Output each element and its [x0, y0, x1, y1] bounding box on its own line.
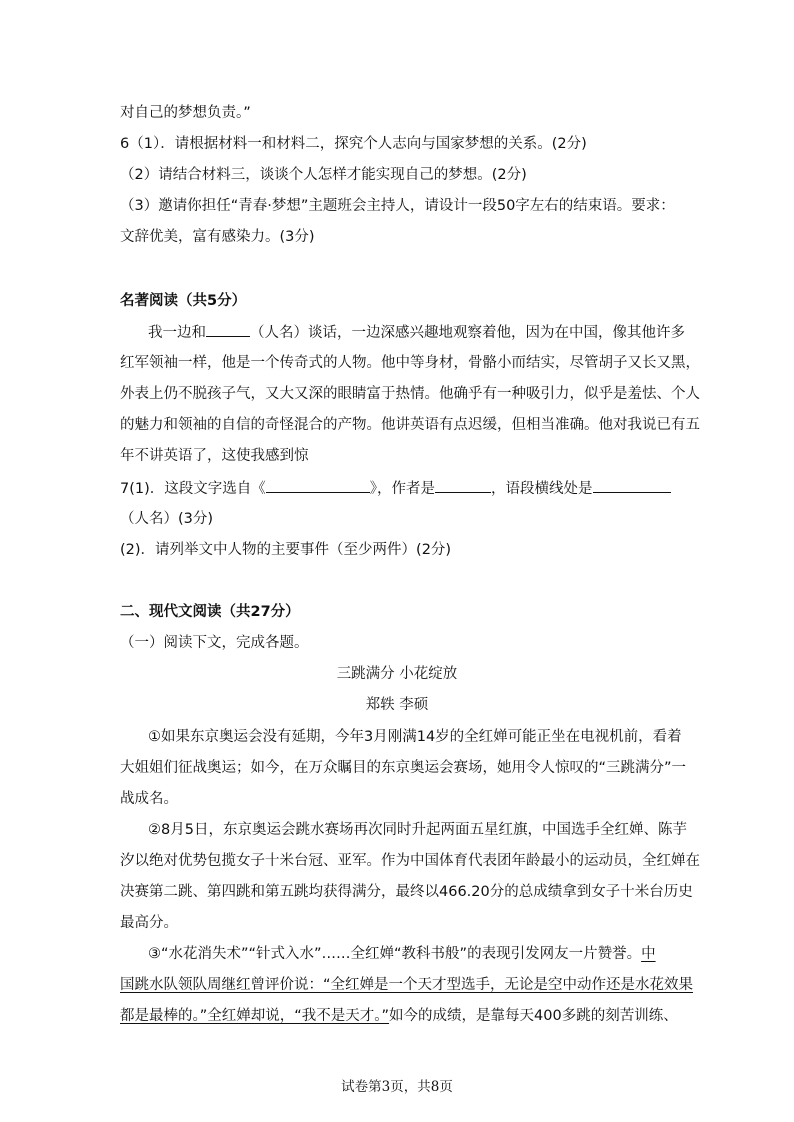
- answer-blank-author[interactable]: [435, 478, 491, 493]
- paragraph-3-line: [120, 1006, 678, 1026]
- page-footer: 试卷第3页，共8页: [341, 1079, 453, 1095]
- article-authors: 郑轶 李硕: [365, 697, 429, 713]
- answer-blank[interactable]: [206, 322, 250, 337]
- paragraph-2-line: 决赛第二跳、第四跳和第五跳均获得满分，最终以466.20分的总成绩拿到女子十米台历史: [120, 884, 693, 900]
- question-6-2: （2）请结合材料三，谈谈个人怎样才能实现自己的梦想。(2分): [120, 167, 527, 183]
- answer-blank-book[interactable]: [266, 478, 370, 493]
- passage-line: 的魅力和领袖的自信的奇怪混合的产物。他讲英语有点迟缓，但相当准确。他对我说已有五: [120, 417, 700, 433]
- paragraph-3-line: [148, 944, 656, 964]
- question-7-2: (2)．请列举文中人物的主要事件（至少两件）(2分): [120, 542, 452, 558]
- question-7-1: [120, 478, 671, 499]
- paragraph-1-line: 战成名。: [120, 791, 178, 807]
- answer-blank-name[interactable]: [593, 478, 671, 493]
- passage-text: 我一边和: [148, 325, 206, 341]
- passage-line: 年不讲英语了，这使我感到惊: [120, 448, 309, 464]
- article-title: 三跳满分 小花绽放: [336, 666, 458, 682]
- question-text: 7(1)．这段文字选自《: [120, 481, 266, 497]
- paragraph-2-line: 最高分。: [120, 915, 178, 931]
- paragraph-2-line: ②8月5日，东京奥运会跳水赛场再次同时升起两面五星红旗，中国选手全红婵、陈芋: [148, 822, 687, 838]
- paragraph-1-line: 大姐姐们征战奥运；如今，在万众瞩目的东京奥运会赛场，她用令人惊叹的“三跳满分”一: [120, 760, 687, 776]
- underlined-quote: 国跳水队领队周继红曾评价说：“全红婵是一个天才型选手，无论是空中动作还是水花效果: [120, 977, 694, 993]
- question-7-1-score: （人名）(3分): [120, 511, 214, 527]
- passage-line: 外表上仍不脱孩子气，又大又深的眼睛富于热情。他确乎有一种吸引力，似乎是羞怯、个人: [120, 386, 700, 402]
- paragraph-text: ③“水花消失术”“针式入水”……全红婵“教科书般”的表现引发网友一片赞誉。: [148, 946, 642, 962]
- section-heading-modern: 二、现代文阅读（共27分）: [120, 604, 300, 620]
- question-text: ，语段横线处是: [491, 481, 593, 497]
- paragraph-2-line: 汐以绝对优势包揽女子十米台冠、亚军。作为中国体育代表团年龄最小的运动员，全红婵在: [120, 853, 700, 869]
- passage-line: 红军领袖一样，他是一个传奇式的人物。他中等身材，骨骼小而结实，尽管胡子又长又黑，: [120, 355, 700, 371]
- continued-text: 对自己的梦想负责。”: [120, 105, 251, 121]
- question-6-1: 6（1）．请根据材料一和材料二，探究个人志向与国家梦想的关系。(2分): [120, 136, 587, 152]
- passage-line: [148, 322, 685, 343]
- sub-instruction: （一）阅读下文，完成各题。: [120, 635, 309, 651]
- paragraph-text: 如今的成绩，是靠每天400多跳的刻苦训练、: [389, 1008, 678, 1024]
- passage-text: （人名）谈话，一边深感兴趣地观察着他，因为在中国，像其他许多: [250, 325, 685, 341]
- paragraph-1-line: ①如果东京奥运会没有延期，今年3月刚满14岁的全红婵可能正坐在电视机前，看着: [148, 729, 682, 745]
- question-text: 》，作者是: [369, 481, 436, 497]
- underlined-quote: 中: [641, 946, 656, 962]
- question-6-3-line2: 文辞优美，富有感染力。(3分): [120, 229, 315, 245]
- question-6-3-line1: （3）邀请你担任“青春·梦想”主题班会主持人，请设计一段50字左右的结束语。要求：: [120, 198, 675, 214]
- underlined-quote: 都是最棒的。”全红婵却说，“我不是天才。”: [120, 1008, 390, 1024]
- section-heading-classic: 名著阅读（共5分）: [120, 293, 247, 309]
